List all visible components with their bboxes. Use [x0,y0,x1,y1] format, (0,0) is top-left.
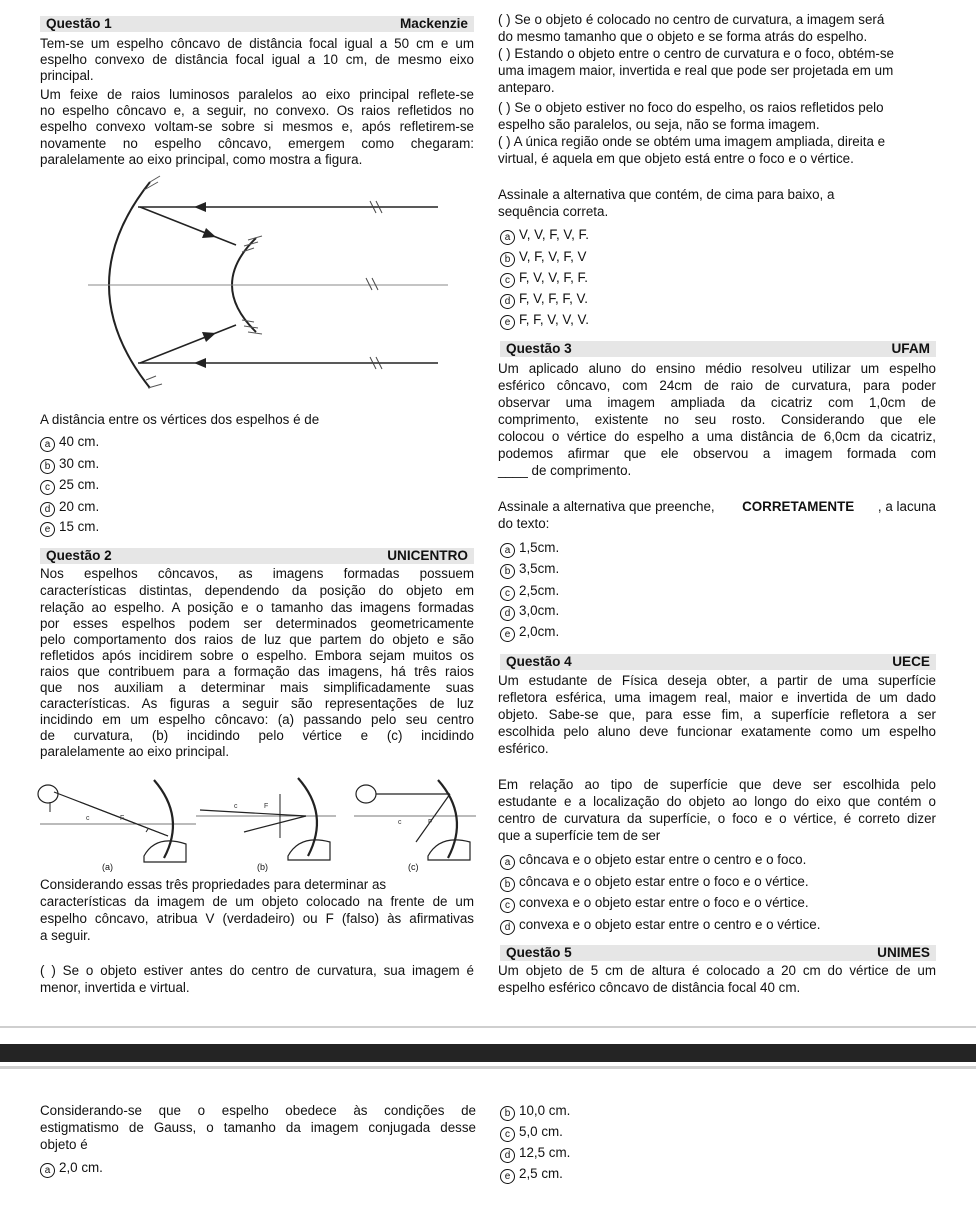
center-point-label: c [234,803,238,810]
figure-c-label: (c) [408,862,419,872]
option-c[interactable] [500,1124,563,1142]
text-line: paralelamente ao eixo principal, como mostra a figura. [40,152,363,167]
option-text: convexa e o objeto estar entre o centro e o vértice. [519,917,821,932]
text-line: Tem-se um espelho côncavo de distância focal igual a 50 cm e um [40,36,474,51]
focus-point-label: F [428,819,433,826]
text-line: escolhida pelo aluno deve funcionar exatamente como um espelho [498,724,936,739]
text-line: observar uma imagem ampliada da cicatriz com 1,0cm de [498,395,936,410]
text-line: uma imagem maior, invertida e real que pode ser projetada em um [498,63,894,78]
question-1-header [40,16,474,32]
question-4-source: UECE [892,654,930,669]
question-2-prompt: Assinale a alternativa que contém, de cima para baixo, a [498,187,835,202]
text-line: incidindo em um espelho côncavo: (a) passando pelo seu centro [40,712,474,727]
statement-4: ( ) Se o objeto estiver no foco do espelho, os raios refletidos pelo [498,100,884,115]
text-line: objeto é [40,1137,88,1152]
text-line: estigmatismo de Gauss, o tamanho da imagem conjugada desse [40,1120,476,1135]
text-line: características da imagem de um objeto colocado na frente de um [40,894,474,909]
text-line: esférico côncavo, com 24cm de raio de curvatura, para poder [498,378,936,393]
prompt-bold: CORRETAMENTE [742,499,855,514]
option-c[interactable] [500,583,559,601]
question-3-prompt [498,499,936,515]
option-text: 2,5cm. [519,583,560,598]
question-2-source: UNICENTRO [387,548,468,563]
text-line: refletora esférica, uma imagem real, maior e invertida de um dado [498,690,936,705]
option-letter: a [40,1163,55,1178]
option-b[interactable] [500,561,559,579]
question-3-header [500,341,936,357]
figure-a [38,780,196,862]
option-text: 20 cm. [59,499,100,514]
option-e[interactable] [500,312,589,330]
text-line: refletidos após incidirem sobre o espelho. Embora sejam muitos os [40,648,474,663]
figure-b-label: (b) [257,862,268,872]
option-c[interactable] [500,895,809,913]
option-letter: a [40,437,55,452]
text-line: Considerando essas três propriedades para determinar as [40,877,387,892]
option-d[interactable] [500,917,820,935]
question-4-header [500,654,936,670]
option-letter: e [500,627,515,642]
option-text: 1,5cm. [519,540,560,555]
option-letter: e [40,522,55,537]
question-1-title: Questão 1 [46,16,112,31]
option-text: V, F, V, F, V [519,249,587,264]
question-2-title: Questão 2 [46,548,112,563]
option-d[interactable] [500,1145,570,1163]
text-line: espelho convexo voltam-se sobre si mesmos e, após refletirem-se [40,119,474,134]
text-line: espelho côncavo, atribua V (verdadeiro) ou F (falso) às afirmativas [40,911,474,926]
text-line: comprimento, existente no seu rosto. Considerando que ele [498,412,936,427]
text-line: características. As figuras a seguir são representações de luz [40,696,474,711]
center-point-label: c [86,815,90,822]
option-letter: d [500,1148,515,1163]
option-e[interactable] [500,624,559,642]
text-line: espelho são paralelos, ou seja, não se forma imagem. [498,117,820,132]
text-line: anteparo. [498,80,555,95]
text-line: Um feixe de raios luminosos paralelos ao eixo principal reflete-se [40,87,474,102]
focus-point-label: F [264,803,269,810]
option-text: V, V, F, V, F. [519,227,589,242]
text-line: Um estudante de Física deseja obter, a partir de uma superfície [498,673,936,688]
text-line: a seguir. [40,928,91,943]
option-text: 2,0cm. [519,624,560,639]
option-b[interactable] [500,1103,570,1121]
figure-b [196,778,336,860]
text-line: virtual, é aquela em que objeto está entre o foco e o vértice. [498,151,854,166]
option-text: 2,5 cm. [519,1166,563,1181]
option-text: 40 cm. [59,434,100,449]
text-line: espelho esférico côncavo de distância focal 40 cm. [498,980,801,995]
focus-point-label: F [120,815,125,822]
option-c[interactable] [500,270,588,288]
option-b[interactable] [40,456,99,474]
option-text: F, F, V, V, V. [519,312,589,327]
option-d[interactable] [40,499,99,517]
option-letter: e [500,315,515,330]
option-letter: d [500,606,515,621]
option-letter: d [500,294,515,309]
prompt-text: Assinale a alternativa que preenche, [498,499,719,514]
question-5-source: UNIMES [877,945,930,960]
option-letter: a [500,855,515,870]
option-letter: b [500,877,515,892]
statement-2: ( ) Se o objeto é colocado no centro de curvatura, a imagem será [498,12,885,27]
reflected-ray-top [140,207,236,245]
text-line: por esses espelhos podem ser determinados geometricamente [40,616,474,631]
text-line: podemos afirmar que ele observou a imagem formada com [498,446,936,461]
statement-5: ( ) A única região onde se obtém uma imagem ampliada, direita e [498,134,886,149]
option-c[interactable] [40,477,99,495]
text-line: do mesmo tamanho que o objeto e se forma atrás do espelho. [498,29,868,44]
text-line: que nos auxiliam a determinar mais simplificadamente suas [40,680,474,695]
question-3-title: Questão 3 [506,341,572,356]
question-1-source: Mackenzie [399,16,468,31]
option-text: 25 cm. [59,477,100,492]
option-text: 2,0 cm. [59,1160,103,1175]
option-letter: e [500,1169,515,1184]
ray-figures [36,772,481,870]
option-text: 30 cm. [59,456,100,471]
option-letter: a [500,230,515,245]
text-line: estudante e a localização do objeto ao longo do eixo que contém o [498,794,936,809]
option-letter: c [500,586,515,601]
option-text: 3,5cm. [519,561,560,576]
text-line: paralelamente ao eixo principal. [40,744,230,759]
option-letter: b [500,564,515,579]
option-b[interactable] [500,249,587,267]
text-line: características distintas, dependendo da posição do objeto em [40,583,474,598]
text-line: relação ao espelho. A posição e o tamanho das imagens formadas [40,600,474,615]
center-point-label: c [398,819,402,826]
option-a[interactable] [500,227,589,245]
option-a[interactable] [500,852,806,870]
option-letter: b [500,252,515,267]
option-letter: b [40,459,55,474]
option-text: 5,0 cm. [519,1124,563,1139]
page-edge [0,1066,976,1069]
text-line: no espelho côncavo e, a seguir, no convexo. Os raios refletidos no [40,103,474,118]
option-text: 15 cm. [59,519,100,534]
text-line: novamente no espelho côncavo, emergem como chegaram: [40,136,474,151]
option-text: F, V, F, F, V. [519,291,588,306]
option-a[interactable] [500,540,559,558]
text-line: pelo comportamento dos raios de luz que partem do objeto e são [40,632,474,647]
statement-1-cont: menor, invertida e virtual. [40,980,190,995]
question-5-title: Questão 5 [506,945,572,960]
question-2-prompt-cont: sequência correta. [498,204,609,219]
option-text: 3,0cm. [519,603,560,618]
text-line: Um aplicado aluno do ensino médio resolveu utilizar um espelho [498,361,936,376]
option-text: 12,5 cm. [519,1145,571,1160]
text-line: Nos espelhos côncavos, as imagens formadas possuem [40,566,474,581]
question-4-title: Questão 4 [506,654,572,669]
option-letter: c [40,480,55,495]
text-line: espelho convexo de distância focal igual a 10 cm, de mesmo eixo [40,52,474,67]
question-3-source: UFAM [891,341,930,356]
text-line: que a superfície tem de ser [498,828,661,843]
text-line: Um objeto de 5 cm de altura é colocado a 20 cm do vértice de um [498,963,936,978]
text-line: objeto. Sabe-se que, para esse fim, a superfície refletora a ser [498,707,936,722]
option-letter: c [500,898,515,913]
text-line: de curvatura, (b) incidindo pelo vértice e (c) incidindo [40,728,474,743]
question-2-header [40,548,474,564]
text-line: Considerando-se que o espelho obedece às condições de [40,1103,476,1118]
question-5-header [500,945,936,961]
option-b[interactable] [500,874,809,892]
option-letter: d [500,920,515,935]
prompt-text: , a lacuna [877,499,936,514]
text-line: raios que contribuem para a formação das imagens, há três raios [40,664,474,679]
figure-c [354,780,476,860]
option-d[interactable] [500,291,588,309]
option-text: F, V, V, F, F. [519,270,588,285]
option-e[interactable] [500,1166,563,1184]
text-line: esférico. [498,741,549,756]
option-letter: c [500,273,515,288]
option-letter: a [500,543,515,558]
question-4-prompt: Em relação ao tipo de superfície que deve ser escolhida pelo [498,777,936,792]
option-letter: b [500,1106,515,1121]
option-e[interactable] [40,519,99,537]
reflected-ray-bottom [140,325,236,363]
option-d[interactable] [500,603,559,621]
option-a[interactable] [40,1160,103,1178]
option-a[interactable] [40,434,99,452]
text-line: colocou o vértice do espelho a uma distância de 6,0cm da cicatriz, [498,429,936,444]
option-letter: c [500,1127,515,1142]
text-line: centro de curvatura da superfície, o foco e o vértice, é correto dizer [498,811,936,826]
option-text: 10,0 cm. [519,1103,571,1118]
statement-1: ( ) Se o objeto estiver antes do centro de curvatura, sua imagem é [40,963,474,978]
page-separator [0,1044,976,1062]
figure-a-label: (a) [102,862,113,872]
option-text: convexa e o objeto estar entre o foco e o vértice. [519,895,809,910]
text-line: principal. [40,68,94,83]
option-text: côncava e o objeto estar entre o centro e o foco. [519,852,807,867]
question-3-prompt-cont: do texto: [498,516,550,531]
statement-3: ( ) Estando o objeto entre o centro de curvatura e o foco, obtém-se [498,46,894,61]
page-edge [0,1026,976,1028]
option-text: côncava e o objeto estar entre o foco e o vértice. [519,874,809,889]
text-line: ____ de comprimento. [498,463,632,478]
question-1-prompt: A distância entre os vértices dos espelhos é de [40,412,320,427]
option-letter: d [40,502,55,517]
mirrors-figure [88,170,458,400]
